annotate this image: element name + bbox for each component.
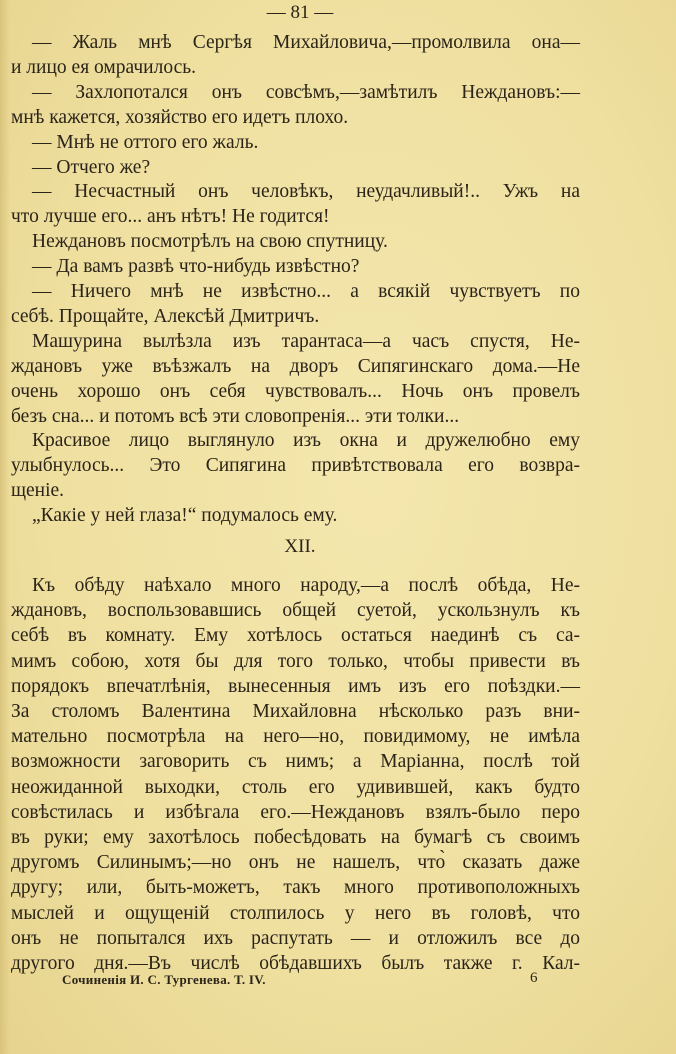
text-line: улыбнулось... Это Сипягина привѣтствовала его возвра- <box>11 455 580 477</box>
text-line: щеніе. <box>11 480 65 502</box>
text-line: — Ничего мнѣ не извѣстно... а всякій чувствуетъ по <box>32 281 580 302</box>
text-line: мыслей и ощущеній столпилось у него въ головѣ, что <box>11 902 580 924</box>
text-line: „Какіе у ней глаза!“ подумалось ему. <box>32 505 338 527</box>
text-line: Красивое лицо выглянуло изъ окна и дружелюбно ему <box>32 430 580 452</box>
text-line: мимъ собою, хотя бы для того только, чтобы привести въ <box>11 650 580 672</box>
text-line: — Мнѣ не оттого его жаль. <box>32 131 259 153</box>
footer-signature-mark: 6 <box>530 970 538 986</box>
text-line: Машурина вылѣзла изъ тарантаса—а часъ спустя, Не- <box>32 330 580 352</box>
text-line: Къ обѣду наѣхало много народу,—а послѣ обѣда, Не- <box>32 575 580 596</box>
chapter-heading: XII. <box>284 536 316 557</box>
text-line: — Захлопотался онъ совсѣмъ,—замѣтилъ Неждановъ:— <box>32 81 580 103</box>
text-line: Неждановъ посмотрѣлъ на свою спутницу. <box>32 231 388 253</box>
text-line: ждановъ уже въѣзжалъ на дворъ Сипягинскаго дома.—Не <box>11 355 580 377</box>
text-line: порядокъ впечатлѣнія, вынесенныя имъ изъ его поѣздки.— <box>11 675 580 697</box>
text-line: что лучше его... анъ нѣтъ! Не годится! <box>11 206 330 228</box>
text-line: другу; или, быть-можетъ, такъ много противоположныхъ <box>11 877 580 899</box>
text-line: безъ сна... и потомъ всѣ эти словопренія... эти толки... <box>11 405 460 427</box>
text-line: ждановъ, воспользовавшись общей суетой, ускользнулъ къ <box>11 600 580 622</box>
text-line: — Отчего же? <box>32 156 151 178</box>
text-line: неожиданной выходки, столь его удивившей, какъ будто <box>11 776 580 798</box>
text-line: За столомъ Валентина Михайловна нѣсколько разъ вни- <box>11 701 580 722</box>
page-number: — 81 — <box>266 2 334 23</box>
text-line: мательно посмотрѣла на него—но, повидимому, не имѣла <box>11 726 580 748</box>
text-line: другомъ Силинымъ;—но онъ не нашелъ, что̀ сказать даже <box>11 852 580 874</box>
footer-book-title: Сочиненія И. С. Тургенева. Т. IV. <box>62 972 266 987</box>
text-line: — Несчастный онъ человѣкъ, неудачливый!.. Ужъ на <box>32 181 580 203</box>
text-line: совѣстилась и избѣгала его.—Неждановъ взялъ-было перо <box>11 801 580 823</box>
text-line: другого дня.—Въ числѣ обѣдавшихъ былъ также г. Кал- <box>11 953 580 974</box>
text-line: и лицо ея омрачилось. <box>11 56 197 78</box>
text-line: мнѣ кажется, хозяйство его идетъ плохо. <box>11 106 349 128</box>
text-line: очень хорошо онъ себя чувствовалъ... Ночь онъ провелъ <box>11 380 580 402</box>
text-line: онъ не попытался ихъ распутать — и отложилъ все до <box>11 927 580 949</box>
text-line: возможности заговорить съ нимъ; а Маріанна, послѣ той <box>11 751 580 773</box>
text-line: въ руки; ему захотѣлось побесѣдовать на бумагѣ съ своимъ <box>11 827 580 848</box>
text-line: — Да вамъ развѣ что-нибудь извѣстно? <box>32 256 360 278</box>
text-line: — Жаль мнѣ Сергѣя Михайловича,—промолвила она— <box>32 32 580 53</box>
text-line: себѣ въ комнату. Ему хотѣлось остаться наединѣ съ са- <box>11 625 580 647</box>
text-line: себѣ. Прощайте, Алексѣй Дмитричъ. <box>11 305 320 327</box>
page-edge-shadow <box>0 0 10 1054</box>
